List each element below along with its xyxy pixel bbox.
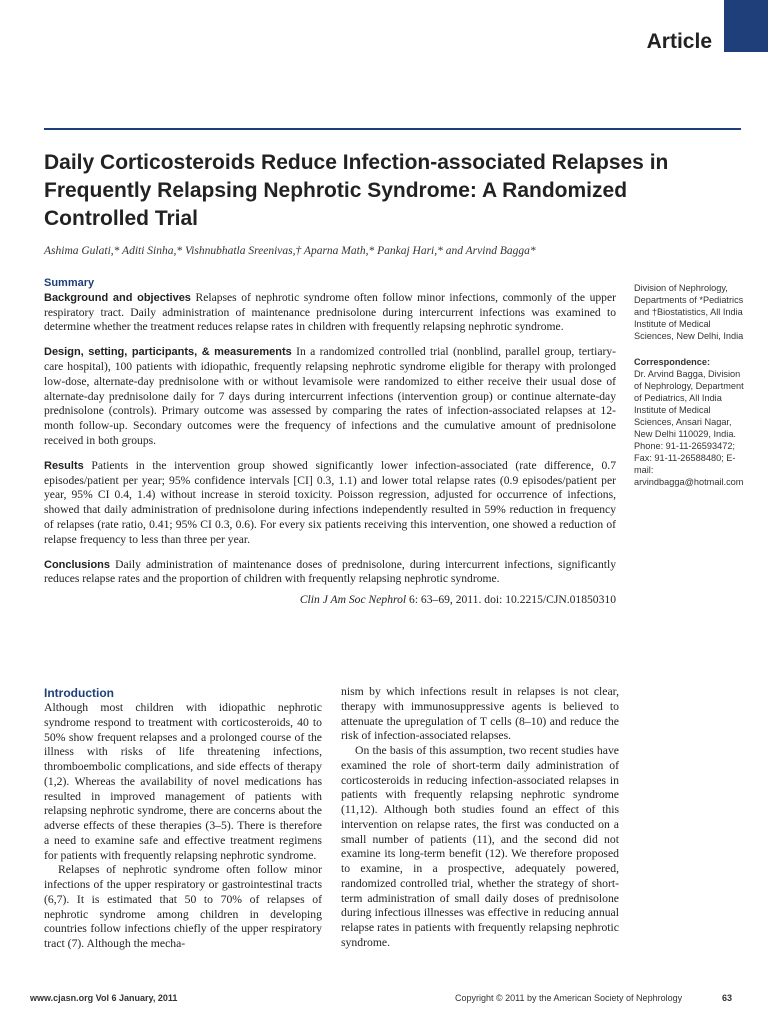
footer-copyright: Copyright © 2011 by the American Society of Nephrology (455, 993, 683, 1003)
sidebar (634, 282, 746, 488)
affiliation: Division of Nephrology, Departments of *Pediatrics and †Biostatistics, All India Institute of Medical Sciences, New Delhi, India (634, 283, 744, 341)
body-column-left (44, 685, 322, 952)
summary-heading: Summary (44, 277, 95, 289)
body-paragraph: nism by which infections result in relapses is not clear, therapy with immunosuppressive agents is believed to attenuate the upregulation of T cells (8–10) and reduce the risk of infection-associated relapses. (341, 685, 619, 743)
author-list: Ashima Gulati,* Aditi Sinha,* Vishnubhatla Sreenivas,† Aparna Math,* Pankaj Hari,* and Arvind Bagga* (44, 245, 536, 257)
abstract-section-head: Results (44, 459, 84, 472)
abstract-section-text: Daily administration of maintenance doses of prednisolone, during intercurrent infections, significantly reduces relapse rates and the proportion of children with frequently relapsing nephrotic syndrome. (44, 557, 616, 586)
abstract-section-head: Conclusions (44, 558, 111, 571)
body-paragraph: Relapses of nephrotic syndrome often follow minor infections of the upper respiratory or gastrointestinal tracts (6,7). It is estimated that 50 to 70% of relapses of nephrotic syndrome among children in developing countries follow infections chiefly of the upper respiratory tract (7). Although the mecha- (44, 863, 322, 950)
abstract-conclusions (44, 558, 616, 588)
citation-journal: Clin J Am Soc Nephrol (299, 593, 407, 607)
article-title: Daily Corticosteroids Reduce Infection-associated Relapses in Frequently Relapsing Nephrotic Syndrome: A Randomized Controlled Trial (44, 151, 669, 230)
correspondence-heading: Correspondence: (634, 357, 711, 367)
header-rule (44, 128, 741, 130)
abstract-section-head: Design, setting, participants, & measurements (44, 346, 292, 359)
abstract-section-text: Patients in the intervention group showed significantly lower infection-associated (rate difference, 0.7 episodes/patient per year; 95% confidence intervals [CI] 0.3, 1.1) and lower total relapse rates (0.9 episodes/patient per year, 95% CI 0.4, 1.4) without increase in steroid toxicity. Poisson regression, adjusted for occurrence of infections, showed that daily administration of prednisolone during infections independently resulted in 59% reduction in frequency of relapses (rate ratio, 0.41; 95% CI 0.3, 0.6). For every six patients receiving this intervention, one showed a reduction of relapse frequency to less than three per year. (44, 458, 616, 546)
section-label: Article (646, 30, 712, 53)
body-paragraph: On the basis of this assumption, two recent studies have examined the role of short-term daily administration of corticosteroids in reducing infection-associated relapses in patients with frequently relapsing nephrotic syndrome (11,12). Although both studies found an effect of this intervention on relapse rates, the first was conducted on a small number of patients (11), and the second did not examine its long-term benefit (12). We therefore proposed to examine, in a prospective, adequately powered, randomized controlled trial, whether the strategy of short-term administration of small daily doses of prednisolone during infectious illnesses was effective in reducing annual relapse rates in patients with frequently relapsing nephrotic syndrome. (341, 744, 619, 949)
footer-journal-info: www.cjasn.org Vol 6 January, 2011 (30, 993, 178, 1003)
introduction-heading: Introduction (44, 686, 114, 700)
header-accent-block (724, 0, 768, 52)
abstract-section-text: Relapses of nephrotic syndrome often follow minor infections, commonly of the upper respiratory tract. Daily administration of maintenance prednisolone during intercurrent infections was examined to determine whether the treatment reduces relapse rates in children with frequently relapsing nephrotic syndrome. (44, 290, 616, 334)
abstract (44, 276, 616, 608)
page-number: 63 (722, 993, 733, 1003)
abstract-design (44, 345, 616, 449)
abstract-section-text: In a randomized controlled trial (nonblind, parallel group, tertiary-care hospital), 100 patients with idiopathic, frequently relapsing nephrotic syndrome eligible for therapy with prolonged low-dose, alternate-day prednisolone with or without levamisole were randomized to either receive their usual dose of alternate-day prednisolone daily for 7 days during intercurrent infections (intervention group) or continue alternate-day prednisolone (controls). Primary outcome was assessed by comparing the rates of infection-associated relapses at 12-month follow-up. Secondary outcomes were the frequency of infections and the cumulative amount of prednisolone received in both groups. (44, 345, 616, 447)
abstract-results (44, 459, 616, 548)
citation-details: 6: 63–69, 2011. doi: 10.2215/CJN.01850310 (409, 593, 616, 607)
body-paragraph: Although most children with idiopathic nephrotic syndrome respond to treatment with corticosteroids, 40 to 50% show frequent relapses and a prolonged course of the illness with risks of life threatening infections, thromboembolic complications, and side effects of therapy (1,2). Whereas the availability of novel medications has resulted in improved management of patients with relapsing nephrotic syndrome, there are concerns about the adverse effects of these therapies (3–5). There is therefore a need to examine safe and effective treatment regimens for patients with frequently relapsing nephrotic syndrome. (44, 701, 322, 862)
abstract-background (44, 291, 616, 335)
citation-line (44, 593, 616, 608)
correspondence-details: Dr. Arvind Bagga, Division of Nephrology, Department of Pediatrics, All India Institute of Medical Sciences, Ansari Nagar, New Delhi 110029, India. Phone: 91-11-26593472; Fax: 91-11-26588480; E-mail: arvindbagga@hotmail.com (634, 369, 744, 487)
abstract-section-head: Background and objectives (44, 291, 191, 304)
body-column-right (341, 685, 619, 951)
